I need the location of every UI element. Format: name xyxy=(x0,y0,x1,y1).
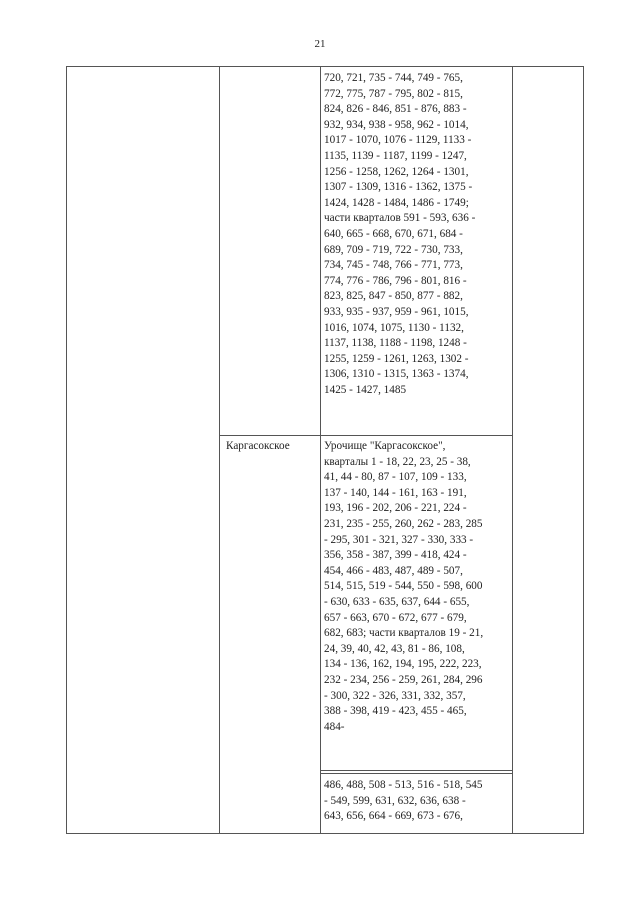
quarters-line: 231, 235 - 255, 260, 262 - 283, 285 xyxy=(324,517,483,530)
quarters-line: 388 - 398, 419 - 423, 455 - 465, xyxy=(324,705,467,718)
quarters-line: 823, 825, 847 - 850, 877 - 882, xyxy=(324,290,463,303)
quarters-line: 356, 358 - 387, 399 - 418, 424 - xyxy=(324,549,467,562)
quarters-line: - 300, 322 - 326, 331, 332, 357, xyxy=(324,689,466,702)
quarters-list-cell xyxy=(324,71,475,398)
quarters-line: - 630, 633 - 635, 637, 644 - 655, xyxy=(324,595,470,608)
quarters-line: 1424, 1428 - 1484, 1486 - 1749; xyxy=(324,196,469,209)
quarters-line: 682, 683; части кварталов 19 - 21, xyxy=(324,627,484,640)
quarters-line: 486, 488, 508 - 513, 516 - 518, 545 xyxy=(324,779,483,791)
quarters-line: 1255, 1259 - 1261, 1263, 1302 - xyxy=(324,352,469,365)
quarters-line: Урочище "Каргасокское", xyxy=(324,440,446,452)
quarters-line: 454, 466 - 483, 487, 489 - 507, xyxy=(324,564,463,577)
quarters-line: 1017 - 1070, 1076 - 1129, 1133 - xyxy=(324,134,472,147)
quarters-line: 1307 - 1309, 1316 - 1362, 1375 - xyxy=(324,181,473,194)
quarters-line: 137 - 140, 144 - 161, 163 - 191, xyxy=(324,486,467,499)
quarters-line: 774, 776 - 786, 796 - 801, 816 - xyxy=(324,274,467,287)
forestry-name-cell: Каргасокское xyxy=(226,440,290,452)
quarters-line: 640, 665 - 668, 670, 671, 684 - xyxy=(324,227,463,240)
page-number: 21 xyxy=(314,38,326,50)
quarters-list-cell xyxy=(324,439,483,735)
quarters-line: 1137, 1138, 1188 - 1198, 1248 - xyxy=(324,337,467,350)
column-divider xyxy=(512,67,513,833)
quarters-line: 933, 935 - 937, 959 - 961, 1015, xyxy=(324,305,469,318)
column-divider xyxy=(320,67,321,833)
quarters-line: 689, 709 - 719, 722 - 730, 733, xyxy=(324,243,463,256)
quarters-line: 514, 515, 519 - 544, 550 - 598, 600 xyxy=(324,580,483,593)
quarters-line: - 295, 301 - 321, 327 - 330, 333 - xyxy=(324,533,474,546)
quarters-line: 720, 721, 735 - 744, 749 - 765, xyxy=(324,72,463,84)
quarters-line: 824, 826 - 846, 851 - 876, 883 - xyxy=(324,103,467,116)
quarters-line: - 549, 599, 631, 632, 636, 638 - xyxy=(324,794,466,807)
row-divider xyxy=(320,770,512,771)
quarters-line: 193, 196 - 202, 206 - 221, 224 - xyxy=(324,502,467,515)
column-divider xyxy=(219,67,220,833)
row-divider xyxy=(219,435,512,436)
quarters-line: 643, 656, 664 - 669, 673 - 676, xyxy=(324,810,463,823)
quarters-line: 772, 775, 787 - 795, 802 - 815, xyxy=(324,87,463,100)
quarters-line: 1135, 1139 - 1187, 1199 - 1247, xyxy=(324,149,467,162)
quarters-line: 734, 745 - 748, 766 - 771, 773, xyxy=(324,259,463,272)
quarters-line: части кварталов 591 - 593, 636 - xyxy=(324,212,476,225)
quarters-line: 657 - 663, 670 - 672, 677 - 679, xyxy=(324,611,467,624)
quarters-line: 232 - 234, 256 - 259, 261, 284, 296 xyxy=(324,673,483,686)
quarters-line: 932, 934, 938 - 958, 962 - 1014, xyxy=(324,118,469,131)
quarters-line: 1425 - 1427, 1485 xyxy=(324,383,407,396)
quarters-line: 1256 - 1258, 1262, 1264 - 1301, xyxy=(324,165,469,178)
quarters-line: 484- xyxy=(324,720,345,733)
quarters-line: 1306, 1310 - 1315, 1363 - 1374, xyxy=(324,368,469,381)
quarters-line: 24, 39, 40, 42, 43, 81 - 86, 108, xyxy=(324,642,465,655)
quarters-list-cell xyxy=(324,778,482,825)
quarters-line: 41, 44 - 80, 87 - 107, 109 - 133, xyxy=(324,471,467,484)
forest-quarters-table xyxy=(66,66,584,834)
row-divider xyxy=(320,773,512,774)
quarters-line: кварталы 1 - 18, 22, 23, 25 - 38, xyxy=(324,455,471,468)
quarters-line: 1016, 1074, 1075, 1130 - 1132, xyxy=(324,321,464,334)
quarters-line: 134 - 136, 162, 194, 195, 222, 223, xyxy=(324,658,482,671)
